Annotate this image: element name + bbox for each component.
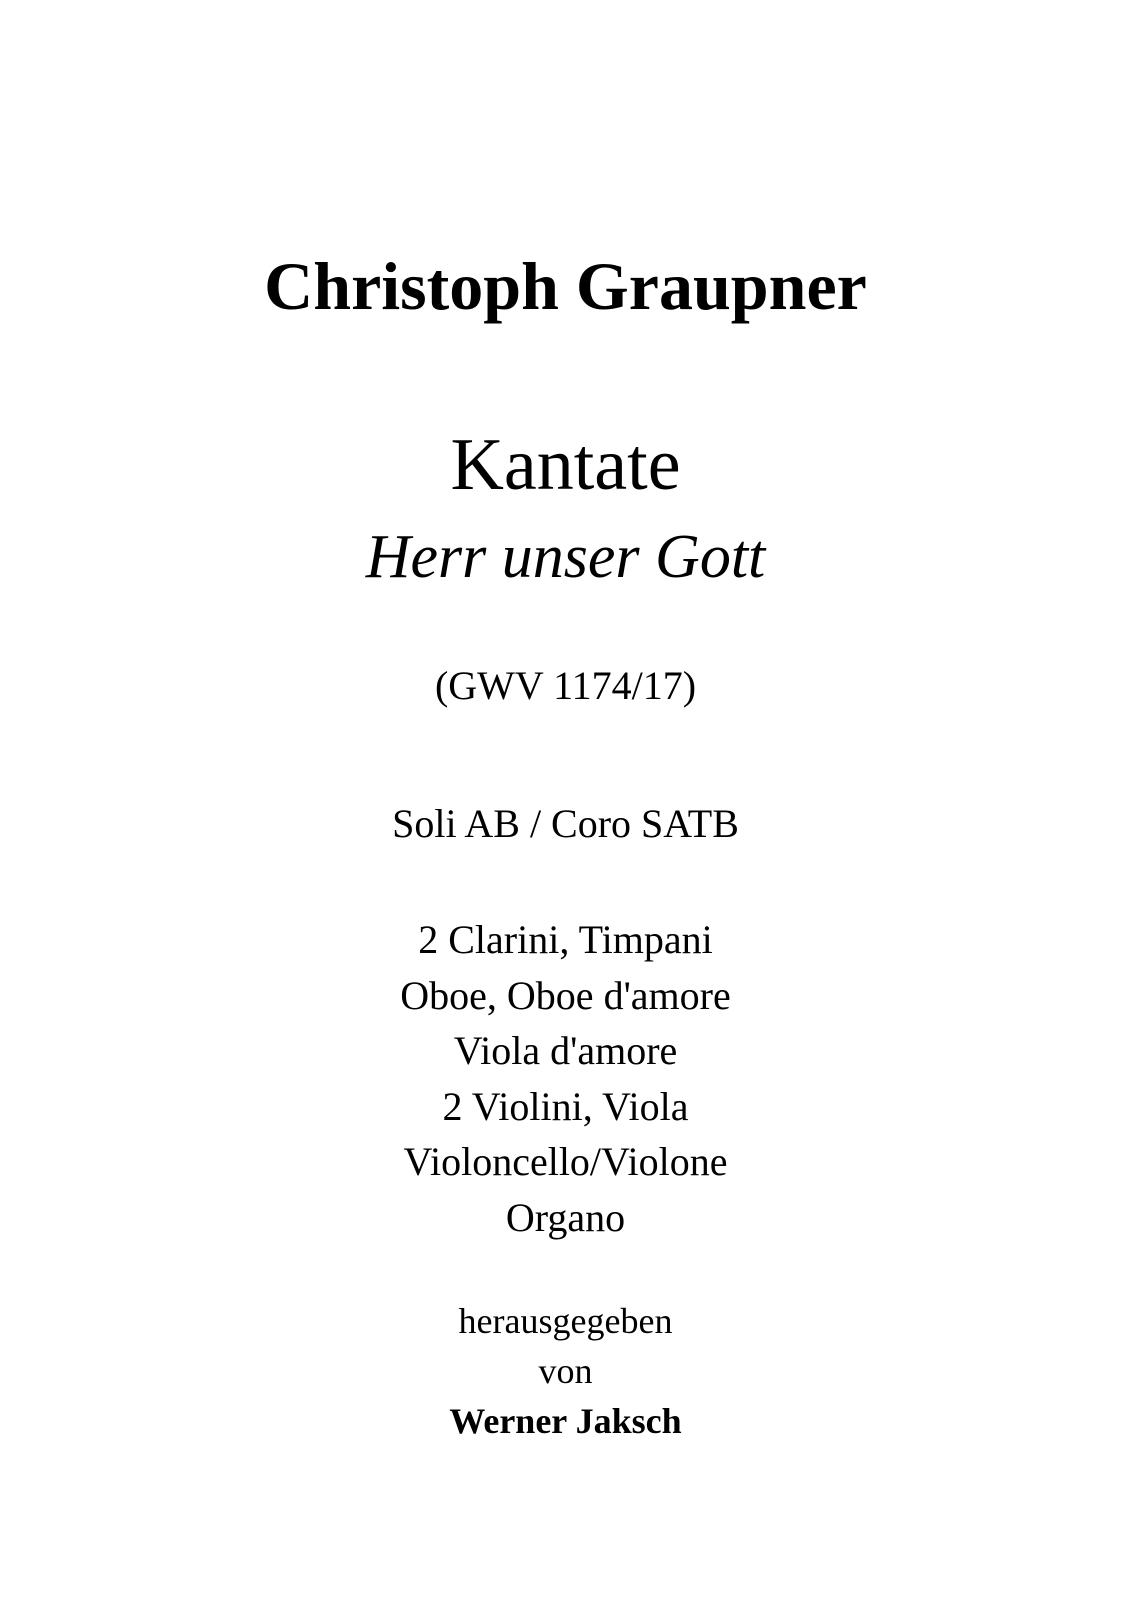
editor-name: Werner Jaksch	[449, 1401, 682, 1441]
voices-line: Soli AB / Coro SATB	[392, 801, 739, 846]
instrument-line: Violoncello/Violone	[403, 1139, 728, 1185]
instrumentation-list	[0, 912, 1131, 1246]
instrument-line: 2 Violini, Viola	[442, 1083, 689, 1129]
work-genre: Kantate	[450, 424, 681, 506]
instrument-line: Organo	[505, 1194, 626, 1240]
editor-prefix-line1: herausgegeben	[458, 1301, 673, 1341]
composer-name: Christoph Graupner	[264, 248, 867, 324]
instrument-line: Viola d'amore	[453, 1028, 678, 1074]
editor-prefix-line2: von	[538, 1351, 593, 1391]
work-title: Herr unser Gott	[365, 523, 766, 591]
catalog-number: (GWV 1174/17)	[434, 663, 697, 708]
instrument-line: 2 Clarini, Timpani	[418, 917, 713, 962]
instrument-line: Oboe, Oboe d'amore	[400, 972, 731, 1018]
editor-credit	[0, 1296, 1131, 1446]
